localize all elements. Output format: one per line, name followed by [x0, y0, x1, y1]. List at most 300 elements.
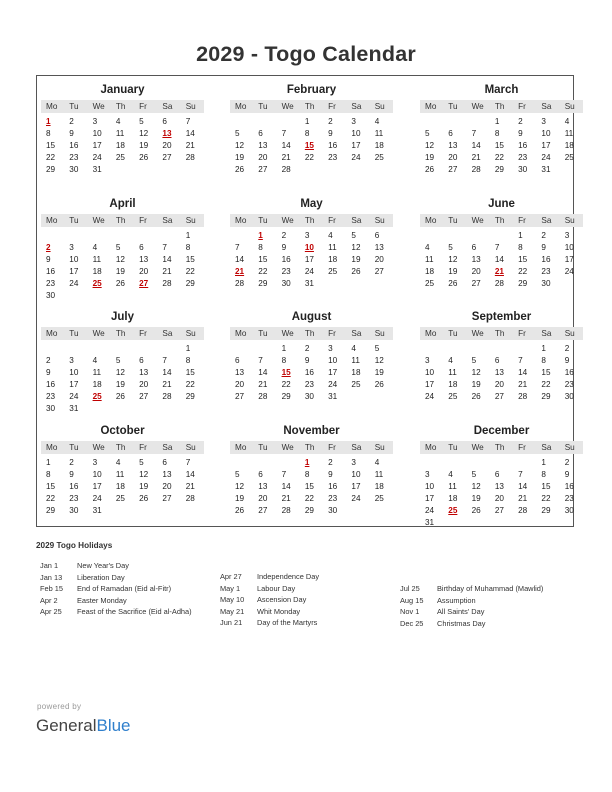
weekday-label: Sa — [162, 329, 173, 338]
empty-cell — [230, 116, 253, 128]
weekday-label: Th — [304, 443, 315, 452]
month-name: February — [286, 84, 337, 96]
day-cell: 23 — [281, 267, 291, 276]
day-cell: 30 — [281, 279, 291, 288]
week-row — [420, 278, 583, 290]
week-row — [230, 242, 393, 254]
day-cell: 4 — [425, 243, 430, 252]
empty-cell — [443, 343, 466, 355]
day-cell: 12 — [139, 470, 149, 479]
month-name: October — [100, 425, 145, 437]
day-cell: 24 — [328, 380, 338, 389]
day-cell: 29 — [258, 279, 268, 288]
weekday-label: Sa — [162, 216, 173, 225]
day-cell: 12 — [374, 356, 384, 365]
holiday-item — [36, 583, 192, 595]
day-cell: 13 — [258, 141, 268, 150]
day-cell: 28 — [258, 392, 268, 401]
day-cell: 12 — [351, 243, 361, 252]
day-cell: 22 — [304, 153, 314, 162]
day-cell: 7 — [281, 129, 287, 138]
day-cell: 20 — [374, 255, 384, 264]
day-cell: 25 — [115, 494, 125, 503]
week-row — [41, 469, 204, 481]
empty-cell — [560, 278, 583, 290]
holidays-title: 2029 Togo Holidays — [36, 541, 113, 550]
month-name: December — [473, 425, 530, 437]
weekday-label: Fr — [139, 443, 147, 452]
holiday-item — [396, 606, 543, 618]
day-cell: 17 — [351, 482, 361, 491]
month-may — [230, 196, 393, 290]
week-row — [420, 266, 583, 278]
empty-cell — [181, 403, 204, 415]
day-cell: 11 — [92, 368, 102, 377]
day-cell: 10 — [92, 129, 102, 138]
empty-cell — [467, 230, 490, 242]
day-cell: 24 — [69, 279, 79, 288]
empty-cell — [443, 116, 466, 128]
day-cell: 19 — [425, 153, 435, 162]
day-cell: 29 — [541, 506, 551, 515]
day-cell: 28 — [471, 165, 481, 174]
day-cell: 11 — [115, 470, 125, 479]
weekday-header — [41, 441, 204, 454]
holiday-date: Nov 1 — [400, 607, 420, 616]
day-cell: 17 — [92, 482, 102, 491]
holiday-date: Feb 15 — [40, 584, 64, 593]
empty-cell — [157, 164, 180, 176]
day-cell: 20 — [235, 380, 245, 389]
holiday-item — [396, 595, 543, 607]
weekday-label: Mo — [235, 102, 247, 111]
day-cell: 26 — [115, 392, 125, 401]
week-row — [41, 140, 204, 152]
day-cell: 18 — [328, 255, 338, 264]
brand-blue: Blue — [96, 716, 131, 735]
day-cell: 15 — [185, 368, 195, 377]
day-cell: 1 — [304, 117, 310, 126]
day-cell: 16 — [518, 141, 528, 150]
holiday-column — [396, 583, 543, 629]
day-cell: 18 — [374, 141, 384, 150]
day-cell: 12 — [425, 141, 435, 150]
day-cell: 19 — [448, 267, 458, 276]
day-cell: 19 — [471, 494, 481, 503]
empty-cell — [560, 517, 583, 529]
day-cell: 31 — [92, 165, 102, 174]
weekday-label: Tu — [448, 329, 458, 338]
week-row — [420, 457, 583, 469]
week-row — [41, 230, 204, 242]
weekday-label: We — [281, 216, 294, 225]
day-cell: 27 — [162, 494, 172, 503]
empty-cell — [443, 230, 466, 242]
empty-cell — [88, 230, 111, 242]
week-row — [420, 254, 583, 266]
empty-cell — [134, 230, 157, 242]
day-cell: 6 — [494, 470, 500, 479]
day-cell: 18 — [92, 380, 102, 389]
day-cell: 2 — [69, 117, 74, 126]
holiday-name: Birthday of Muhammad (Mawlid) — [437, 584, 544, 593]
day-cell: 5 — [235, 470, 240, 479]
weekday-label: Tu — [258, 329, 268, 338]
weekday-label: Fr — [518, 443, 526, 452]
weekday-label: Sa — [351, 443, 362, 452]
day-cell: 16 — [69, 141, 79, 150]
empty-cell — [560, 164, 583, 176]
week-row — [41, 290, 204, 302]
day-cell: 8 — [541, 356, 546, 365]
month-january — [41, 82, 204, 176]
day-cell: 22 — [494, 153, 504, 162]
holiday-name: Day of the Martyrs — [257, 618, 318, 627]
weekday-label: Tu — [448, 216, 458, 225]
weekday-label: Su — [185, 102, 196, 111]
day-cell: 9 — [46, 368, 51, 377]
day-cell: 5 — [351, 231, 356, 240]
day-cell: 29 — [304, 506, 314, 515]
day-cell: 16 — [564, 368, 574, 377]
day-cell: 20 — [162, 482, 172, 491]
day-cell: 17 — [92, 141, 102, 150]
day-cell: 22 — [185, 267, 195, 276]
day-cell: 29 — [185, 392, 195, 401]
day-cell: 8 — [258, 243, 263, 252]
day-cell: 4 — [374, 117, 380, 126]
empty-cell — [323, 278, 346, 290]
day-cell: 23 — [328, 153, 338, 162]
weekday-label: Su — [564, 102, 575, 111]
week-row — [41, 343, 204, 355]
day-cell: 23 — [69, 153, 79, 162]
day-cell: 17 — [351, 141, 361, 150]
day-cell: 26 — [351, 267, 361, 276]
holiday-date: May 1 — [220, 583, 241, 593]
weekday-label: We — [471, 443, 484, 452]
day-cell: 8 — [304, 470, 310, 479]
week-row — [230, 391, 393, 403]
week-row — [230, 457, 393, 469]
holiday-name: Liberation Day — [77, 572, 125, 582]
day-cell: 28 — [162, 392, 172, 401]
weekday-label: Fr — [328, 443, 336, 452]
generalblue-logo[interactable] — [36, 716, 131, 736]
powered-by-label: powered by — [37, 702, 82, 711]
day-cell: 16 — [69, 482, 79, 491]
weekday-label: Mo — [46, 443, 58, 452]
day-cell: 25 — [351, 380, 361, 389]
empty-cell — [157, 230, 180, 242]
day-cell: 3 — [541, 117, 546, 126]
day-cell: 14 — [281, 141, 291, 150]
day-cell: 3 — [69, 356, 74, 365]
holiday-date: Jul 25 — [400, 584, 420, 593]
empty-cell — [134, 403, 157, 415]
day-cell: 26 — [115, 279, 125, 288]
weekday-label: We — [471, 329, 484, 338]
day-cell: 19 — [374, 368, 384, 377]
day-cell: 19 — [115, 267, 125, 276]
month-october — [41, 423, 204, 517]
day-cell: 12 — [235, 141, 245, 150]
day-cell: 8 — [304, 129, 310, 138]
day-cell: 7 — [162, 356, 167, 365]
day-cell: 18 — [374, 482, 384, 491]
holiday-item — [36, 595, 192, 607]
day-cell: 5 — [115, 356, 121, 365]
day-cell: 18 — [425, 267, 435, 276]
empty-cell — [513, 343, 536, 355]
week-row — [420, 367, 583, 379]
day-cell: 19 — [139, 141, 149, 150]
month-june — [420, 196, 583, 290]
weekday-label: Mo — [425, 443, 437, 452]
holiday-name: New Year's Day — [77, 561, 129, 570]
weekday-label: Sa — [351, 216, 362, 225]
day-cell: 11 — [448, 368, 457, 377]
day-cell: 30 — [541, 279, 551, 288]
day-cell: 13 — [374, 243, 384, 252]
day-cell: 7 — [518, 470, 523, 479]
week-row — [41, 266, 204, 278]
day-cell: 4 — [92, 356, 98, 365]
week-row — [41, 278, 204, 290]
day-cell: 3 — [351, 458, 356, 467]
empty-cell — [323, 164, 346, 176]
day-cell: 27 — [139, 279, 149, 288]
day-cell: 31 — [328, 392, 338, 401]
day-cell: 22 — [46, 153, 56, 162]
day-cell: 24 — [564, 267, 574, 276]
day-cell: 3 — [304, 231, 310, 240]
weekday-label: Th — [494, 329, 505, 338]
weekday-label: Su — [374, 216, 385, 225]
day-cell: 20 — [494, 380, 504, 389]
day-cell: 2 — [281, 231, 287, 240]
day-cell: 27 — [258, 506, 268, 515]
month-april — [41, 196, 204, 302]
weekday-label: Tu — [69, 329, 79, 338]
day-cell: 23 — [46, 392, 56, 401]
day-cell: 22 — [304, 494, 314, 503]
day-cell: 8 — [46, 470, 51, 479]
day-cell: 2 — [304, 344, 310, 353]
day-cell: 6 — [139, 356, 144, 365]
day-cell: 14 — [494, 255, 504, 264]
day-cell: 25 — [374, 494, 384, 503]
day-cell: 10 — [69, 255, 79, 264]
day-cell: 25 — [115, 153, 125, 162]
day-cell: 23 — [564, 494, 574, 503]
day-cell: 1 — [541, 344, 546, 353]
day-cell: 2 — [328, 117, 333, 126]
day-cell: 24 — [304, 267, 314, 276]
day-cell: 22 — [281, 380, 291, 389]
day-cell: 17 — [69, 267, 79, 276]
empty-cell — [111, 164, 134, 176]
holiday-date: Jan 13 — [40, 572, 63, 582]
holiday-name: End of Ramadan (Eid al-Fitr) — [77, 584, 172, 593]
empty-cell — [230, 230, 253, 242]
month-name: May — [300, 198, 323, 210]
weekday-label: We — [281, 329, 294, 338]
day-cell: 1 — [46, 458, 51, 467]
weekday-label: Th — [115, 102, 126, 111]
day-cell: 30 — [304, 392, 314, 401]
month-name: January — [100, 84, 145, 96]
weekday-label: Th — [115, 329, 126, 338]
holiday-item — [216, 571, 319, 583]
day-cell: 18 — [92, 267, 102, 276]
empty-cell — [111, 505, 134, 517]
day-cell: 3 — [69, 243, 74, 252]
weekday-label: Fr — [139, 329, 147, 338]
weekday-label: Fr — [328, 216, 336, 225]
day-cell: 5 — [139, 458, 144, 467]
day-cell: 2 — [564, 344, 570, 353]
empty-cell — [443, 517, 466, 529]
weekday-label: Su — [564, 329, 575, 338]
day-cell: 15 — [304, 482, 314, 491]
day-cell: 9 — [69, 470, 74, 479]
holiday-name: Whit Monday — [257, 606, 301, 616]
day-cell: 7 — [185, 458, 191, 467]
day-cell: 4 — [564, 117, 570, 126]
weekday-label: Fr — [139, 216, 147, 225]
day-cell: 15 — [494, 141, 504, 150]
empty-cell — [467, 116, 490, 128]
weekday-label: We — [92, 102, 105, 111]
empty-cell — [420, 230, 443, 242]
day-cell: 18 — [448, 494, 458, 503]
day-cell: 21 — [162, 380, 172, 389]
day-cell: 21 — [162, 267, 172, 276]
week-row — [41, 505, 204, 517]
week-row — [420, 391, 583, 403]
weekday-header — [420, 100, 583, 113]
empty-cell — [88, 290, 111, 302]
empty-cell — [277, 116, 300, 128]
week-row — [230, 505, 393, 517]
holiday-date: Apr 25 — [40, 607, 62, 616]
day-cell: 2 — [518, 117, 523, 126]
day-cell: 5 — [374, 344, 380, 353]
day-cell: 2 — [46, 243, 51, 252]
weekday-label: Th — [494, 102, 505, 111]
empty-cell — [157, 290, 180, 302]
day-cell: 8 — [185, 356, 191, 365]
week-row — [230, 254, 393, 266]
weekday-label: Mo — [235, 329, 247, 338]
week-row — [420, 343, 583, 355]
day-cell: 27 — [235, 392, 245, 401]
day-cell: 14 — [471, 141, 481, 150]
day-cell: 15 — [258, 255, 268, 264]
empty-cell — [157, 505, 180, 517]
day-cell: 20 — [448, 153, 458, 162]
day-cell: 12 — [115, 368, 125, 377]
day-cell: 5 — [448, 243, 453, 252]
month-name: June — [488, 198, 515, 210]
day-cell: 11 — [351, 356, 360, 365]
day-cell: 3 — [351, 117, 356, 126]
day-cell: 23 — [564, 380, 574, 389]
day-cell: 5 — [471, 356, 477, 365]
day-cell: 27 — [448, 165, 458, 174]
empty-cell — [134, 290, 157, 302]
empty-cell — [230, 457, 253, 469]
weekday-label: We — [92, 443, 105, 452]
weekday-label: Fr — [328, 329, 336, 338]
weekday-header — [420, 327, 583, 340]
day-cell: 26 — [425, 165, 435, 174]
day-cell: 24 — [425, 506, 435, 515]
empty-cell — [111, 230, 134, 242]
day-cell: 26 — [235, 165, 245, 174]
empty-cell — [490, 230, 513, 242]
weekday-label: Su — [564, 216, 575, 225]
weekday-label: Su — [185, 443, 196, 452]
day-cell: 8 — [46, 129, 51, 138]
day-cell: 31 — [541, 165, 551, 174]
day-cell: 16 — [328, 482, 338, 491]
week-row — [420, 152, 583, 164]
empty-cell — [41, 343, 64, 355]
day-cell: 10 — [351, 470, 361, 479]
day-cell: 18 — [115, 141, 125, 150]
day-cell: 22 — [46, 494, 56, 503]
day-cell: 21 — [518, 494, 528, 503]
day-cell: 27 — [258, 165, 268, 174]
day-cell: 5 — [471, 470, 477, 479]
holiday-name: Christmas Day — [437, 618, 486, 628]
day-cell: 14 — [281, 482, 291, 491]
holiday-item — [396, 618, 543, 630]
day-cell: 3 — [92, 458, 98, 467]
day-cell: 5 — [115, 243, 121, 252]
day-cell: 30 — [564, 392, 574, 401]
day-cell: 15 — [304, 141, 314, 150]
weekday-label: Mo — [425, 102, 437, 111]
week-row — [41, 355, 204, 367]
weekday-label: Mo — [235, 443, 247, 452]
weekday-label: Tu — [258, 443, 268, 452]
day-cell: 8 — [494, 129, 500, 138]
day-cell: 25 — [328, 267, 338, 276]
month-february — [230, 82, 393, 176]
day-cell: 10 — [304, 243, 314, 252]
holiday-column — [216, 571, 319, 629]
day-cell: 10 — [351, 129, 361, 138]
empty-cell — [300, 164, 323, 176]
week-row — [41, 128, 204, 140]
day-cell: 1 — [185, 231, 191, 240]
empty-cell — [111, 343, 134, 355]
week-row — [230, 481, 393, 493]
day-cell: 16 — [304, 368, 314, 377]
day-cell: 28 — [162, 279, 172, 288]
day-cell: 10 — [425, 368, 435, 377]
day-cell: 27 — [374, 267, 384, 276]
month-december — [420, 423, 583, 529]
day-cell: 26 — [235, 506, 245, 515]
day-cell: 30 — [69, 506, 79, 515]
day-cell: 25 — [564, 153, 574, 162]
empty-cell — [157, 403, 180, 415]
day-cell: 16 — [46, 267, 56, 276]
